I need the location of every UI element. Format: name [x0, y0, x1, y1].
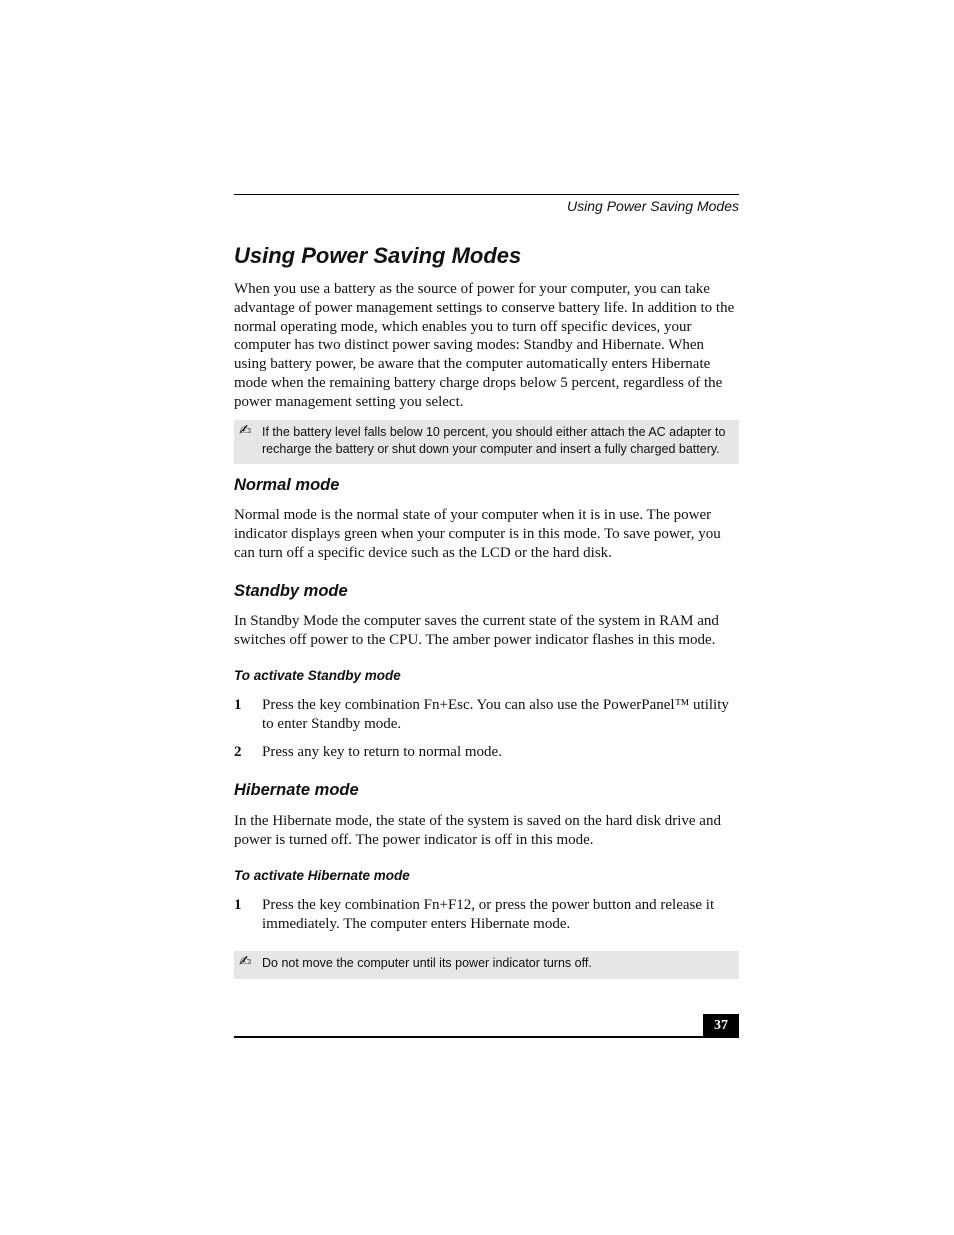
header-rule — [234, 194, 739, 195]
running-head: Using Power Saving Modes — [567, 198, 739, 214]
page-number: 37 — [703, 1014, 739, 1037]
step-number: 1 — [234, 897, 242, 913]
note-text: If the battery level falls below 10 percent, you should either attach the AC adapter to recharge the battery or shut down your computer and insert a fully charged battery. — [262, 425, 726, 456]
note-text: Do not move the computer until its power indicator turns off. — [262, 956, 592, 970]
footer-rule — [234, 1036, 739, 1038]
step-number: 2 — [234, 744, 242, 760]
note-box-battery — [234, 420, 739, 464]
page-title: Using Power Saving Modes — [234, 243, 522, 268]
standby-mode-paragraph: In Standby Mode the computer saves the current state of the system in RAM and switches off power to the CPU. The amber power indicator flashes in this mode. — [234, 613, 719, 648]
standby-mode-heading: Standby mode — [234, 582, 348, 600]
note-box-power-indicator — [234, 951, 739, 979]
note-pencil-icon: ✍ — [239, 953, 252, 970]
hibernate-procedure-heading: To activate Hibernate mode — [234, 868, 410, 883]
note-pencil-icon: ✍ — [239, 422, 252, 439]
hibernate-mode-heading: Hibernate mode — [234, 781, 359, 799]
intro-paragraph: When you use a battery as the source of power for your computer, you can take advantage of power management settings to conserve battery life. In addition to the normal operating mode, which enables you to turn off specific devices, your computer has two distinct power saving modes: Standby and Hibernate. When using battery power, be aware that the computer automatically enters Hibernate mode when the remaining battery charge drops below 5 percent, regardless of the power management setting you select. — [234, 281, 735, 410]
standby-procedure-heading: To activate Standby mode — [234, 668, 401, 683]
step-text: Press the key combination Fn+Esc. You can also use the PowerPanel™ utility to enter Standby mode. — [262, 697, 729, 732]
normal-mode-heading: Normal mode — [234, 476, 340, 494]
hibernate-mode-paragraph: In the Hibernate mode, the state of the system is saved on the hard disk drive and power is turned off. The power indicator is off in this mode. — [234, 813, 721, 848]
step-number: 1 — [234, 697, 242, 713]
step-text: Press the key combination Fn+F12, or press the power button and release it immediately. The computer enters Hibernate mode. — [262, 897, 715, 932]
normal-mode-paragraph: Normal mode is the normal state of your computer when it is in use. The power indicator displays green when your computer is in this mode. To save power, you can turn off a specific device such as the LCD or the hard disk. — [234, 507, 721, 561]
step-text: Press any key to return to normal mode. — [262, 744, 502, 760]
